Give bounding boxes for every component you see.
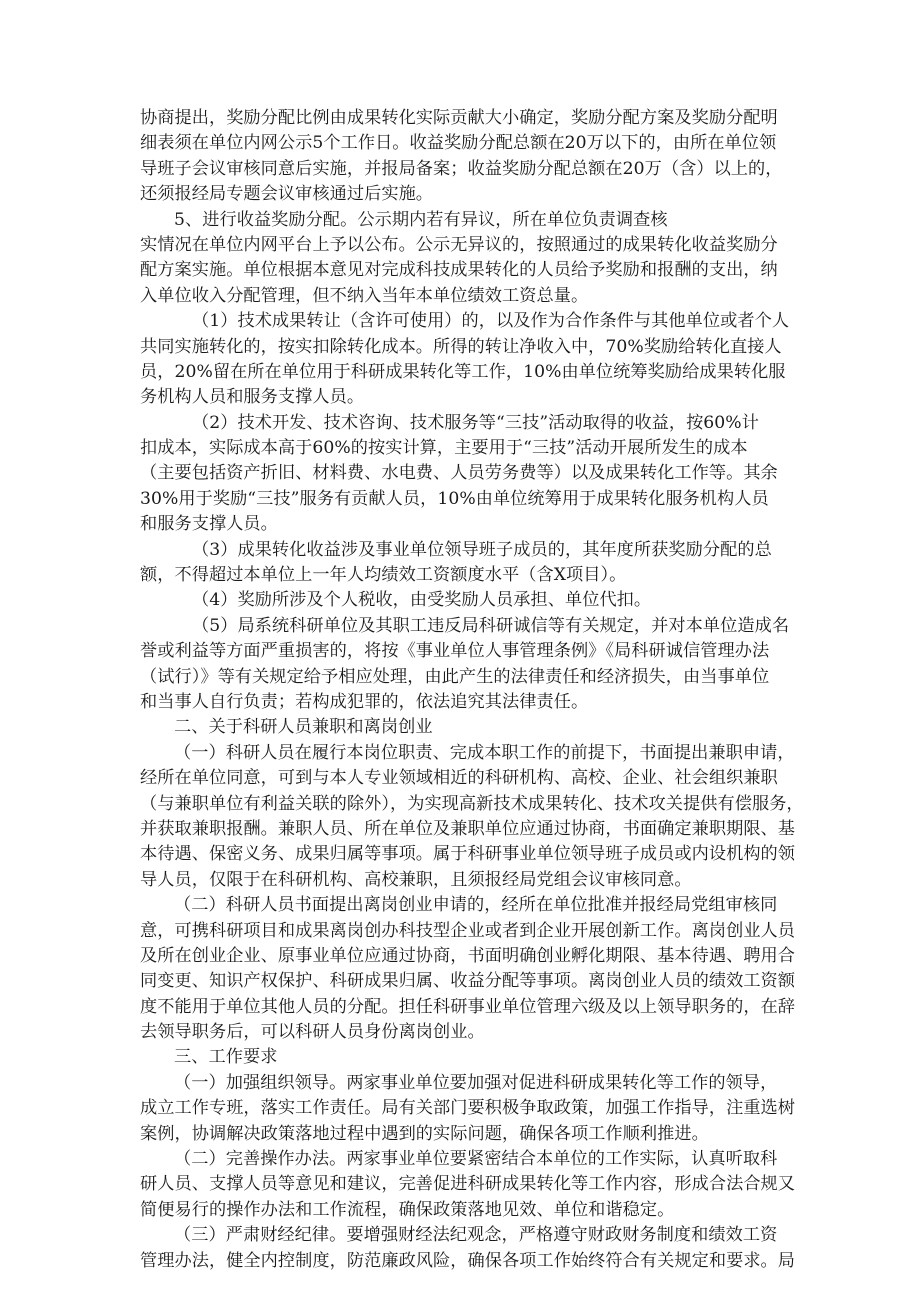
text-line: 实情况在单位内网平台上予以公布。公示无异议的，按照通过的成果转化收益奖励分 (140, 234, 778, 255)
text-line: 简便易行的操作办法和工作流程，确保政策落地见效、单位和谐稳定。 (140, 1199, 675, 1220)
text-line: 导班子会议审核同意后实施，并报局备案；收益奖励分配总额在20万（含）以上的， (140, 158, 783, 179)
paragraph-first-line: （三）严肃财经纪律。要增强财经法纪观念，严格遵守财政财务制度和绩效工资 (174, 1225, 778, 1246)
text-line: （与兼职单位有利益关联的除外），为实现高新技术成果转化、技术攻关提供有偿服务， (140, 793, 804, 814)
text-line: 协商提出，奖励分配比例由成果转化实际贡献大小确定，奖励分配方案及奖励分配明 (140, 108, 778, 128)
text-line: 30%用于奖励“三技”服务有贡献人员，10%由单位统筹用于成果转化服务机构人员 (140, 488, 769, 509)
paragraph-first-line: （一）科研人员在履行本岗位职责、完成本职工作的前提下，书面提出兼职申请， (174, 742, 795, 763)
text-line: 还须报经局专题会议审核通过后实施。 (140, 184, 434, 205)
text-line: 去领导职务后，可以科研人员身份离岗创业。 (140, 1022, 485, 1043)
text-line: 成立工作专班，落实工作责任。局有关部门要积极争取政策，加强工作指导，注重选树 (140, 1098, 796, 1119)
text-line: （主要包括资产折旧、材料费、水电费、人员劳务费等）以及成果转化工作等。其余 (140, 463, 778, 484)
paragraph-first-line: （4）奖励所涉及个人税收，由受奖励人员承担、单位代扣。 (192, 590, 652, 611)
text-line: （试行）》等有关规定给予相应处理，由此产生的法律责任和经济损失，由当事单位 (140, 666, 770, 687)
paragraph-first-line: 5、进行收益奖励分配。公示期内若有异议，所在单位负责调查核 (174, 209, 668, 230)
text-line: 度不能用于单位其他人员的分配。担任科研事业单位管理六级及以上领导职务的，在辞 (140, 996, 796, 1017)
text-line: 额，不得超过本单位上一年人均绩效工资额度水平（含X项目）。 (140, 565, 627, 586)
text-line: 扣成本，实际成本高于60%的按实计算，主要用于“三技”活动开展所发生的成本 (140, 438, 748, 459)
section-heading: 三、工作要求 (174, 1047, 278, 1068)
text-line: 及所在创业企业、原事业单位应通过协商，书面明确创业孵化期限、基本待遇、聘用合 (140, 945, 796, 966)
paragraph-first-line: （5）局系统科研单位及其职工违反局科研诚信等有关规定，并对本单位造成名 (192, 615, 790, 636)
text-line: 和服务支撑人员。 (140, 514, 278, 535)
text-line: 研人员、支撑人员等意见和建议，完善促进科研成果转化等工作内容，形成合法合规又 (140, 1174, 796, 1195)
paragraph-first-line: （二）完善操作办法。两家事业单位要紧密结合本单位的工作实际，认真听取科 (174, 1149, 778, 1170)
paragraph-first-line: （二）科研人员书面提出离岗创业申请的，经所在单位批准并报经局党组审核同 (174, 895, 778, 916)
paragraph-first-line: （1）技术成果转让（含许可使用）的，以及作为合作条件与其他单位或者个人 (192, 311, 790, 332)
section-heading: 二、关于科研人员兼职和离岗创业 (174, 717, 433, 738)
text-line: 意，可携科研项目和成果离岗创办科技型企业或者到企业开展创新工作。离岗创业人员 (140, 920, 796, 941)
text-line: 同变更、知识产权保护、科研成果归属、收益分配等事项。离岗创业人员的绩效工资额 (140, 971, 796, 992)
text-line: 和当事人自行负责；若构成犯罪的，依法追究其法律责任。 (140, 691, 589, 712)
paragraph-first-line: （3）成果转化收益涉及事业单位领导班子成员的，其年度所获奖励分配的总 (192, 539, 772, 560)
text-line: 并获取兼职报酬。兼职人员、所在单位及兼职单位应通过协商，书面确定兼职期限、基 (140, 818, 796, 839)
text-line: 誉或利益等方面严重损害的，将按《事业单位人事管理条例》《局科研诚信管理办法 (140, 641, 770, 662)
text-line: 细表须在单位内网公示5个工作日。收益奖励分配总额在20万以下的，由所在单位领 (140, 133, 777, 154)
document-page (140, 106, 804, 1274)
paragraph-first-line: （一）加强组织领导。两家事业单位要加强对促进科研成果转化等工作的领导， (174, 1072, 778, 1093)
text-line: 共同实施转化的，按实扣除转化成本。所得的转让净收入中，70%奖励给转化直接人 (140, 336, 782, 357)
text-line: 案例，协调解决政策落地过程中遇到的实际问题，确保各项工作顺利推进。 (140, 1123, 709, 1144)
text-line: 导人员，仅限于在科研机构、高校兼职，且须报经局党组会议审核同意。 (140, 869, 692, 890)
text-line: 员，20%留在所在单位用于科研成果转化等工作，10%由单位统筹奖励给成果转化服 (140, 361, 786, 382)
text-line: 配方案实施。单位根据本意见对完成科技成果转化的人员给予奖励和报酬的支出，纳 (140, 260, 778, 281)
text-line: 经所在单位同意，可到与本人专业领域相近的科研机构、高校、企业、社会组织兼职 (140, 768, 778, 789)
text-line: 务机构人员和服务支撑人员。 (140, 387, 365, 408)
text-line: 入单位收入分配管理，但不纳入当年本单位绩效工资总量。 (140, 285, 589, 306)
text-line: 管理办法，健全内控制度，防范廉政风险，确保各项工作始终符合有关规定和要求。局 (140, 1250, 796, 1271)
text-line: 本待遇、保密义务、成果归属等事项。属于科研事业单位领导班子成员或内设机构的领 (140, 844, 796, 865)
paragraph-first-line: （2）技术开发、技术咨询、技术服务等“三技”活动取得的收益，按60%计 (192, 412, 759, 433)
